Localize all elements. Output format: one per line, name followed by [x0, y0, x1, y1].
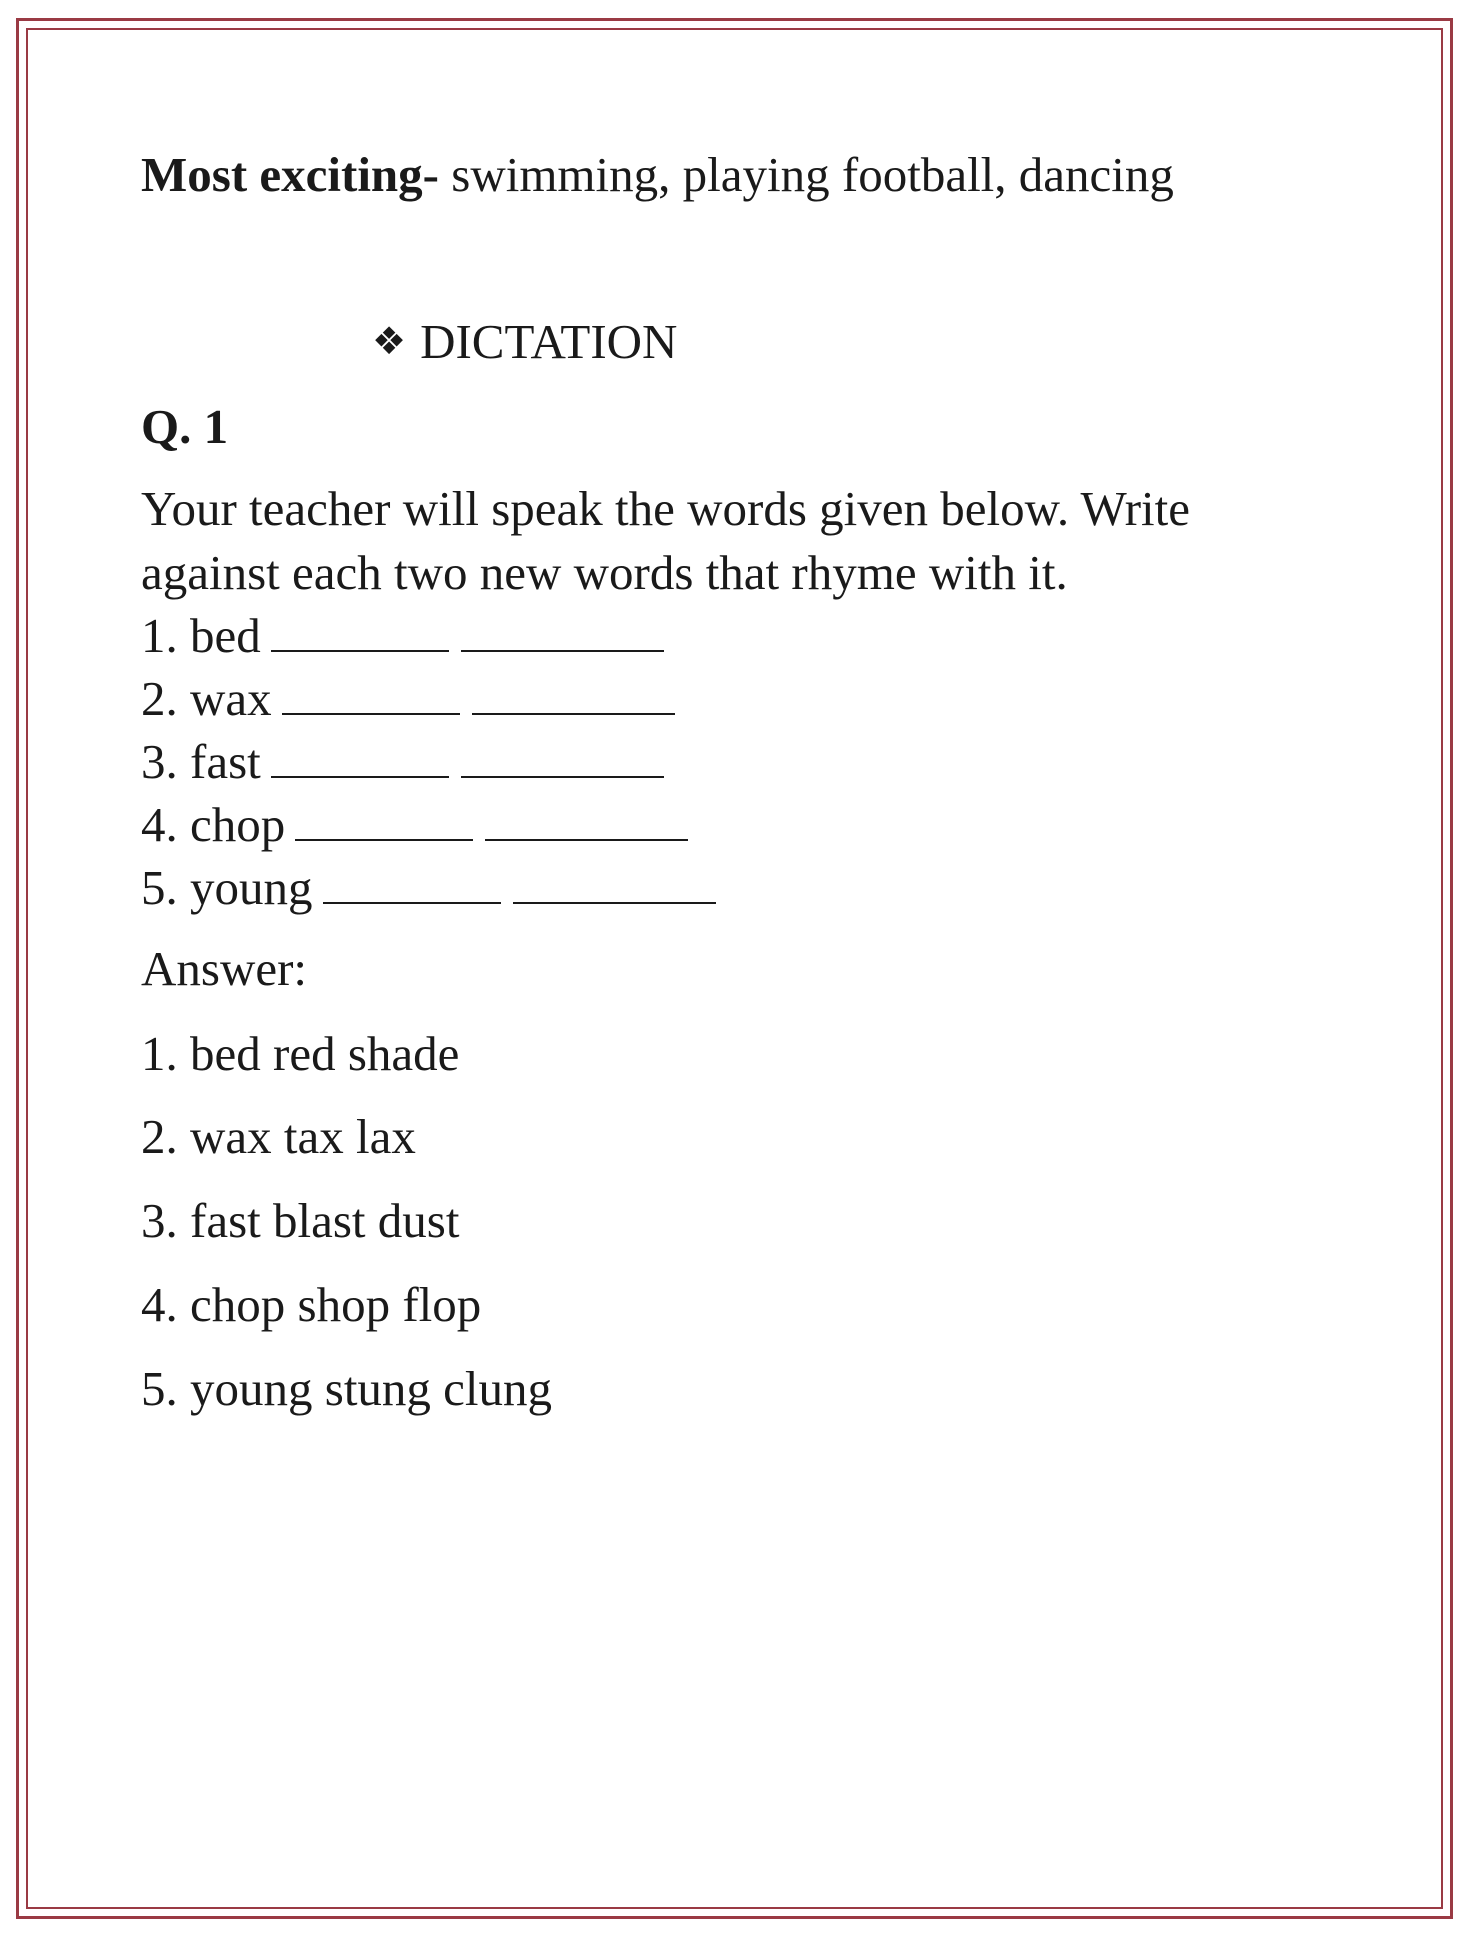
answer-blank [472, 711, 675, 715]
question-instruction-line-2: against each two new words that rhyme with it. [141, 545, 1068, 600]
answer-label: Answer: [141, 941, 308, 996]
question-item-word: 4. chop [141, 797, 286, 852]
answer-blank [271, 774, 449, 778]
question-item-word: 1. bed [141, 608, 261, 663]
answer-item: 4. chop shop flop [141, 1277, 482, 1332]
answer-blank [271, 648, 449, 652]
question-item [141, 734, 664, 789]
answer-item: 5. young stung clung [141, 1361, 553, 1416]
answer-blank [513, 900, 716, 904]
answer-item: 1. bed red shade [141, 1026, 460, 1081]
question-number: Q. 1 [141, 399, 229, 454]
question-item-word: 5. young [141, 860, 313, 915]
question-item [141, 860, 716, 915]
question-item [141, 797, 688, 852]
answer-item: 2. wax tax lax [141, 1109, 416, 1164]
answer-blank [282, 711, 460, 715]
section-heading [372, 314, 678, 369]
question-item [141, 608, 664, 663]
intro-text: swimming, playing football, dancing [451, 147, 1174, 202]
answer-blank [485, 837, 688, 841]
answer-blank [461, 648, 664, 652]
section-title: DICTATION [420, 314, 678, 369]
question-item-word: 3. fast [141, 734, 261, 789]
intro-label: Most exciting- [141, 147, 439, 202]
answer-item: 3. fast blast dust [141, 1193, 460, 1248]
question-item-word: 2. wax [141, 671, 272, 726]
answer-blank [323, 900, 501, 904]
question-item [141, 671, 675, 726]
answer-blank [295, 837, 473, 841]
intro-line [141, 147, 1174, 202]
question-instruction-line-1: Your teacher will speak the words given below. Write [141, 481, 1191, 536]
answer-blank [461, 774, 664, 778]
diamond-bullet-icon: ❖ [372, 319, 407, 363]
